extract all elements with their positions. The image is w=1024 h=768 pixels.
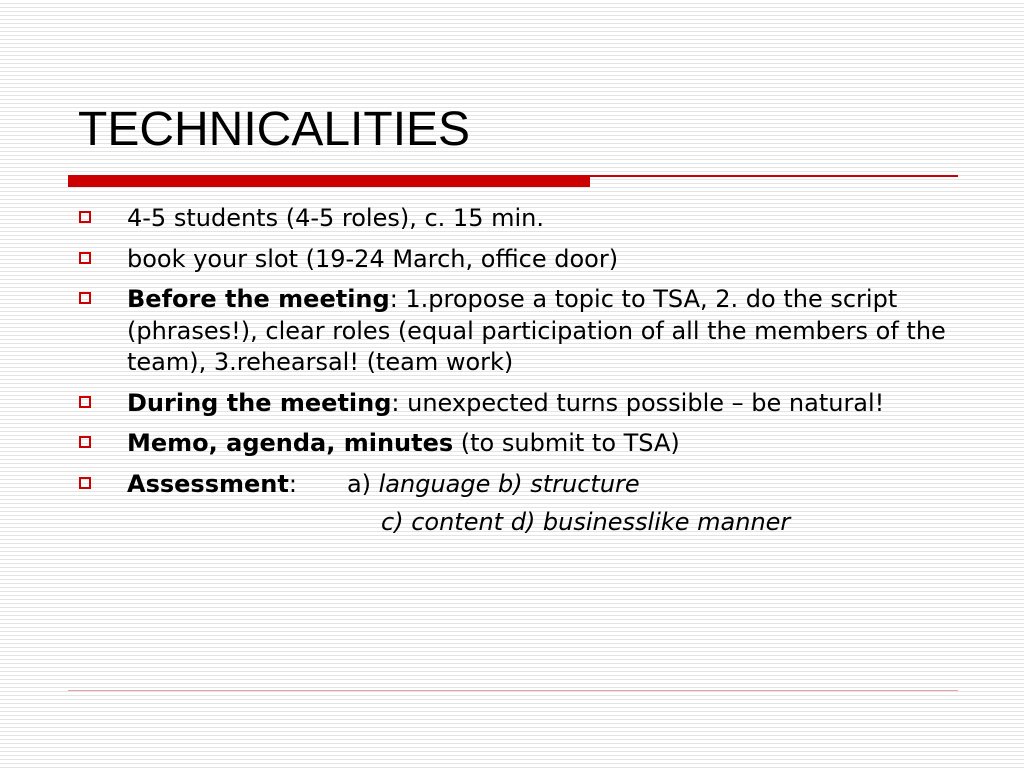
bullet-item <box>76 284 956 379</box>
bullet-colon: : <box>288 469 297 498</box>
assessment-items-ab: language b) structure <box>378 469 640 498</box>
square-bullet-icon <box>79 436 91 448</box>
square-bullet-icon <box>79 292 91 304</box>
square-bullet-icon <box>79 396 91 408</box>
bullet-text: book your slot (19-24 March, office door) <box>127 244 619 273</box>
bullet-item <box>76 244 956 276</box>
bullet-item <box>76 428 956 460</box>
bullet-heading: Before the meeting <box>127 285 390 313</box>
assessment-items-cd: c) content d) businesslike manner <box>381 508 791 536</box>
bottom-divider <box>68 690 958 691</box>
assessment-a-label: a) <box>346 469 379 498</box>
title-underline-thick <box>68 175 590 187</box>
bullet-text: 4-5 students (4-5 roles), c. 15 min. <box>127 204 544 232</box>
bullet-heading: During the meeting <box>127 388 392 417</box>
bullet-heading: Assessment <box>127 469 289 498</box>
bullet-text: : 1.propose a topic to TSA, 2. do the script (phrases!), clear roles (equal participation of all the members of the team), 3.rehearsal! (team work) <box>127 285 946 376</box>
bullet-item <box>76 388 956 420</box>
square-bullet-icon <box>79 477 91 489</box>
bullet-text: (to submit to TSA) <box>453 429 680 457</box>
bullet-item <box>76 203 956 235</box>
slide-title: TECHNICALITIES <box>78 103 471 156</box>
bullet-heading: Memo, agenda, minutes <box>127 429 454 457</box>
title-underline-thin <box>590 175 958 177</box>
square-bullet-icon <box>79 211 91 223</box>
square-bullet-icon <box>79 252 91 264</box>
bullet-list <box>76 203 956 548</box>
bullet-item <box>76 469 956 539</box>
bullet-text: : unexpected turns possible – be natural! <box>391 388 885 417</box>
